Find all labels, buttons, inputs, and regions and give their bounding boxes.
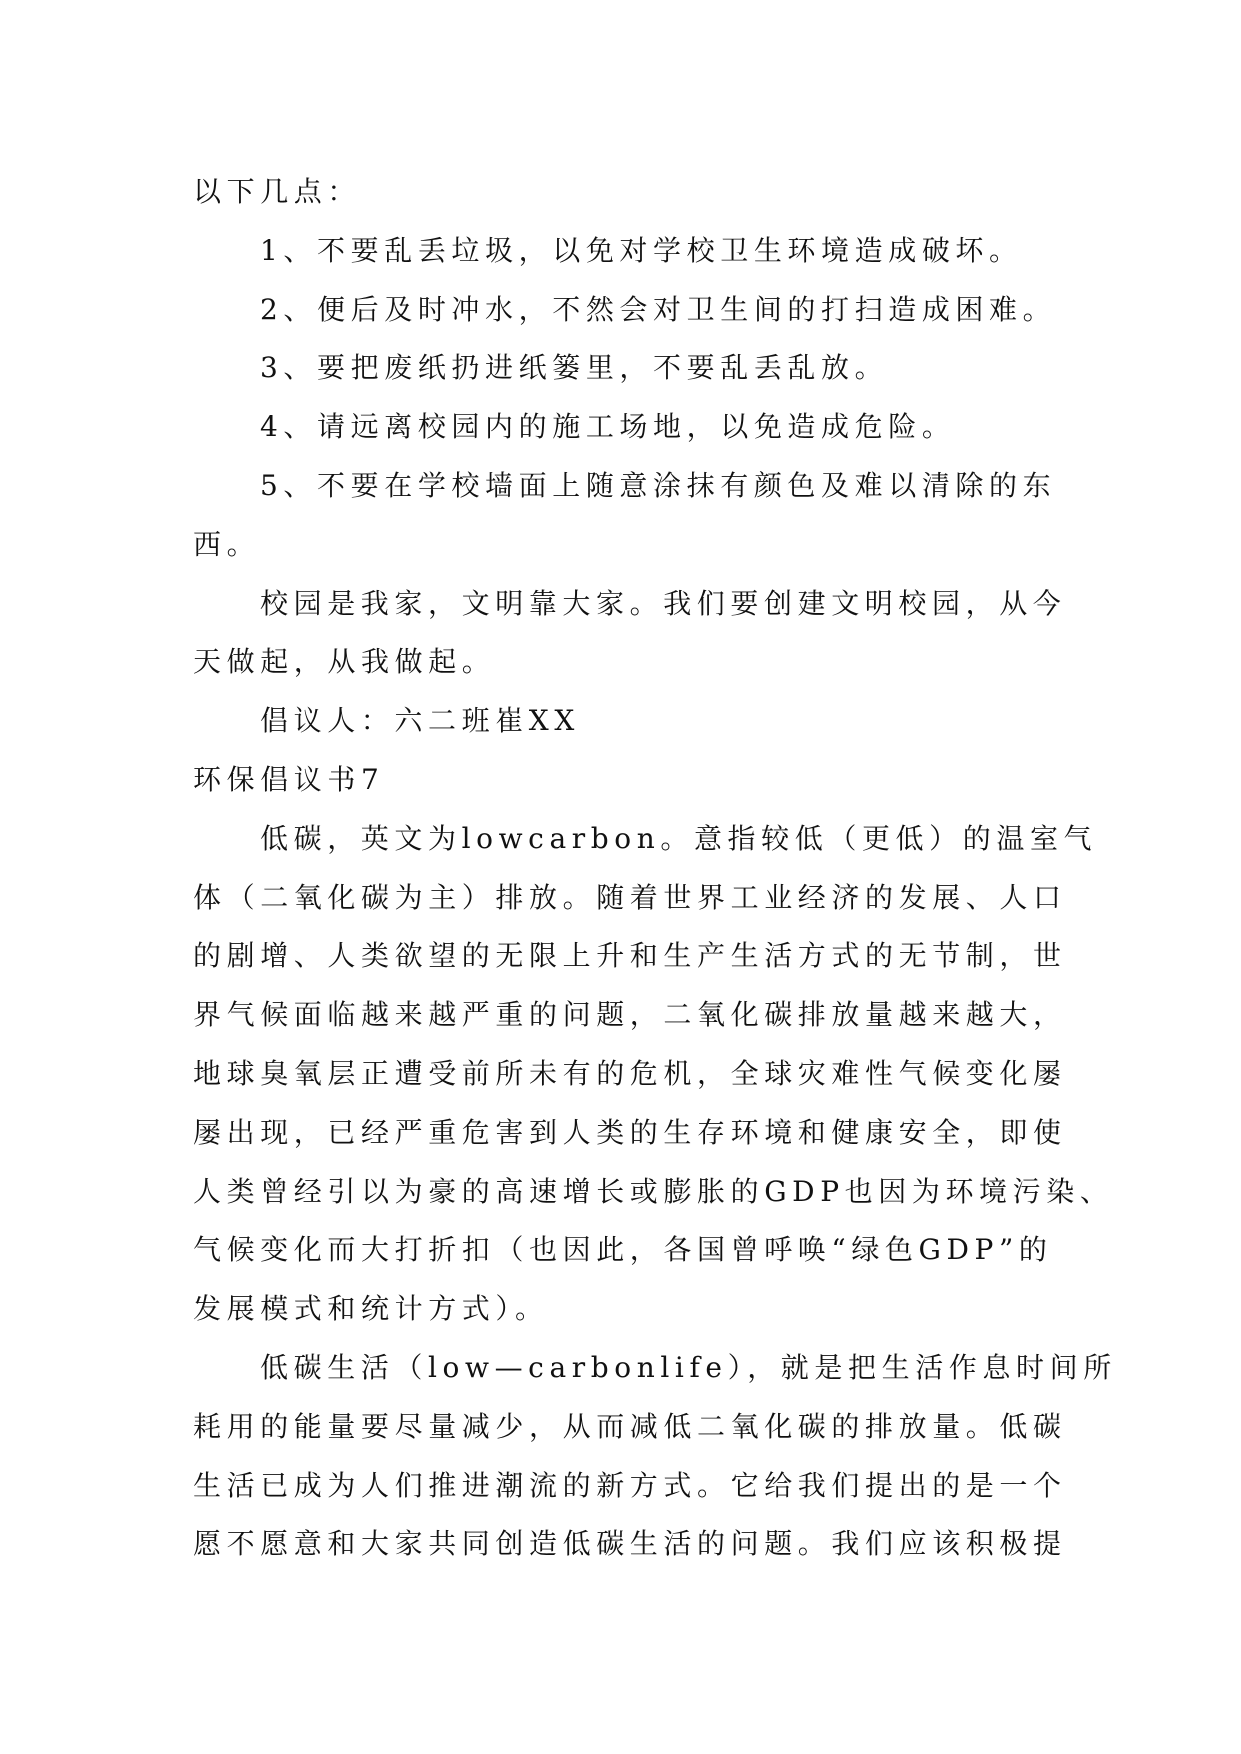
text-line: 倡议人：六二班崔XX xyxy=(260,704,580,738)
text-line: 发展模式和统计方式）。 xyxy=(193,1292,549,1326)
text-line: 1、不要乱丢垃圾，以免对学校卫生环境造成破坏。 xyxy=(260,233,1023,267)
text-line: 低碳生活（low—carbonlife），就是把生活作息时间所 xyxy=(260,1350,1117,1384)
text-line: 的剧增、人类欲望的无限上升和生产生活方式的无节制，世 xyxy=(193,939,1067,973)
text-line: 屡出现，已经严重危害到人类的生存环境和健康安全，即使 xyxy=(193,1115,1067,1149)
text-line: 3、要把废纸扔进纸篓里，不要乱丢乱放。 xyxy=(260,351,889,385)
text-line: 耗用的能量要尽量减少，从而减低二氧化碳的排放量。低碳 xyxy=(193,1409,1067,1443)
text-line: 天做起，从我做起。 xyxy=(193,645,496,679)
text-line: 2、便后及时冲水，不然会对卫生间的打扫造成困难。 xyxy=(260,292,1057,326)
text-line: 西。 xyxy=(193,527,261,561)
text-line: 人类曾经引以为豪的高速增长或膨胀的GDP也因为环境污染、 xyxy=(193,1174,1114,1208)
document-page xyxy=(193,163,1117,1574)
text-line: 环保倡议书7 xyxy=(193,762,385,796)
text-line: 界气候面临越来越严重的问题，二氧化碳排放量越来越大， xyxy=(193,998,1067,1032)
text-line: 4、请远离校园内的施工场地，以免造成危险。 xyxy=(260,410,956,444)
text-line: 愿不愿意和大家共同创造低碳生活的问题。我们应该积极提 xyxy=(193,1527,1067,1561)
text-line: 5、不要在学校墙面上随意涂抹有颜色及难以清除的东 xyxy=(260,468,1057,502)
text-line: 生活已成为人们推进潮流的新方式。它给我们提出的是一个 xyxy=(193,1468,1067,1502)
text-line: 气候变化而大打折扣（也因此，各国曾呼唤“绿色GDP”的 xyxy=(193,1233,1053,1267)
text-line: 低碳，英文为lowcarbon。意指较低（更低）的温室气 xyxy=(260,821,1098,855)
text-line: 体（二氧化碳为主）排放。随着世界工业经济的发展、人口 xyxy=(193,880,1067,914)
text-line: 以下几点： xyxy=(193,175,362,208)
text-line: 地球臭氧层正遭受前所未有的危机，全球灾难性气候变化屡 xyxy=(193,1056,1067,1090)
text-line: 校园是我家，文明靠大家。我们要创建文明校园，从今 xyxy=(260,586,1067,620)
